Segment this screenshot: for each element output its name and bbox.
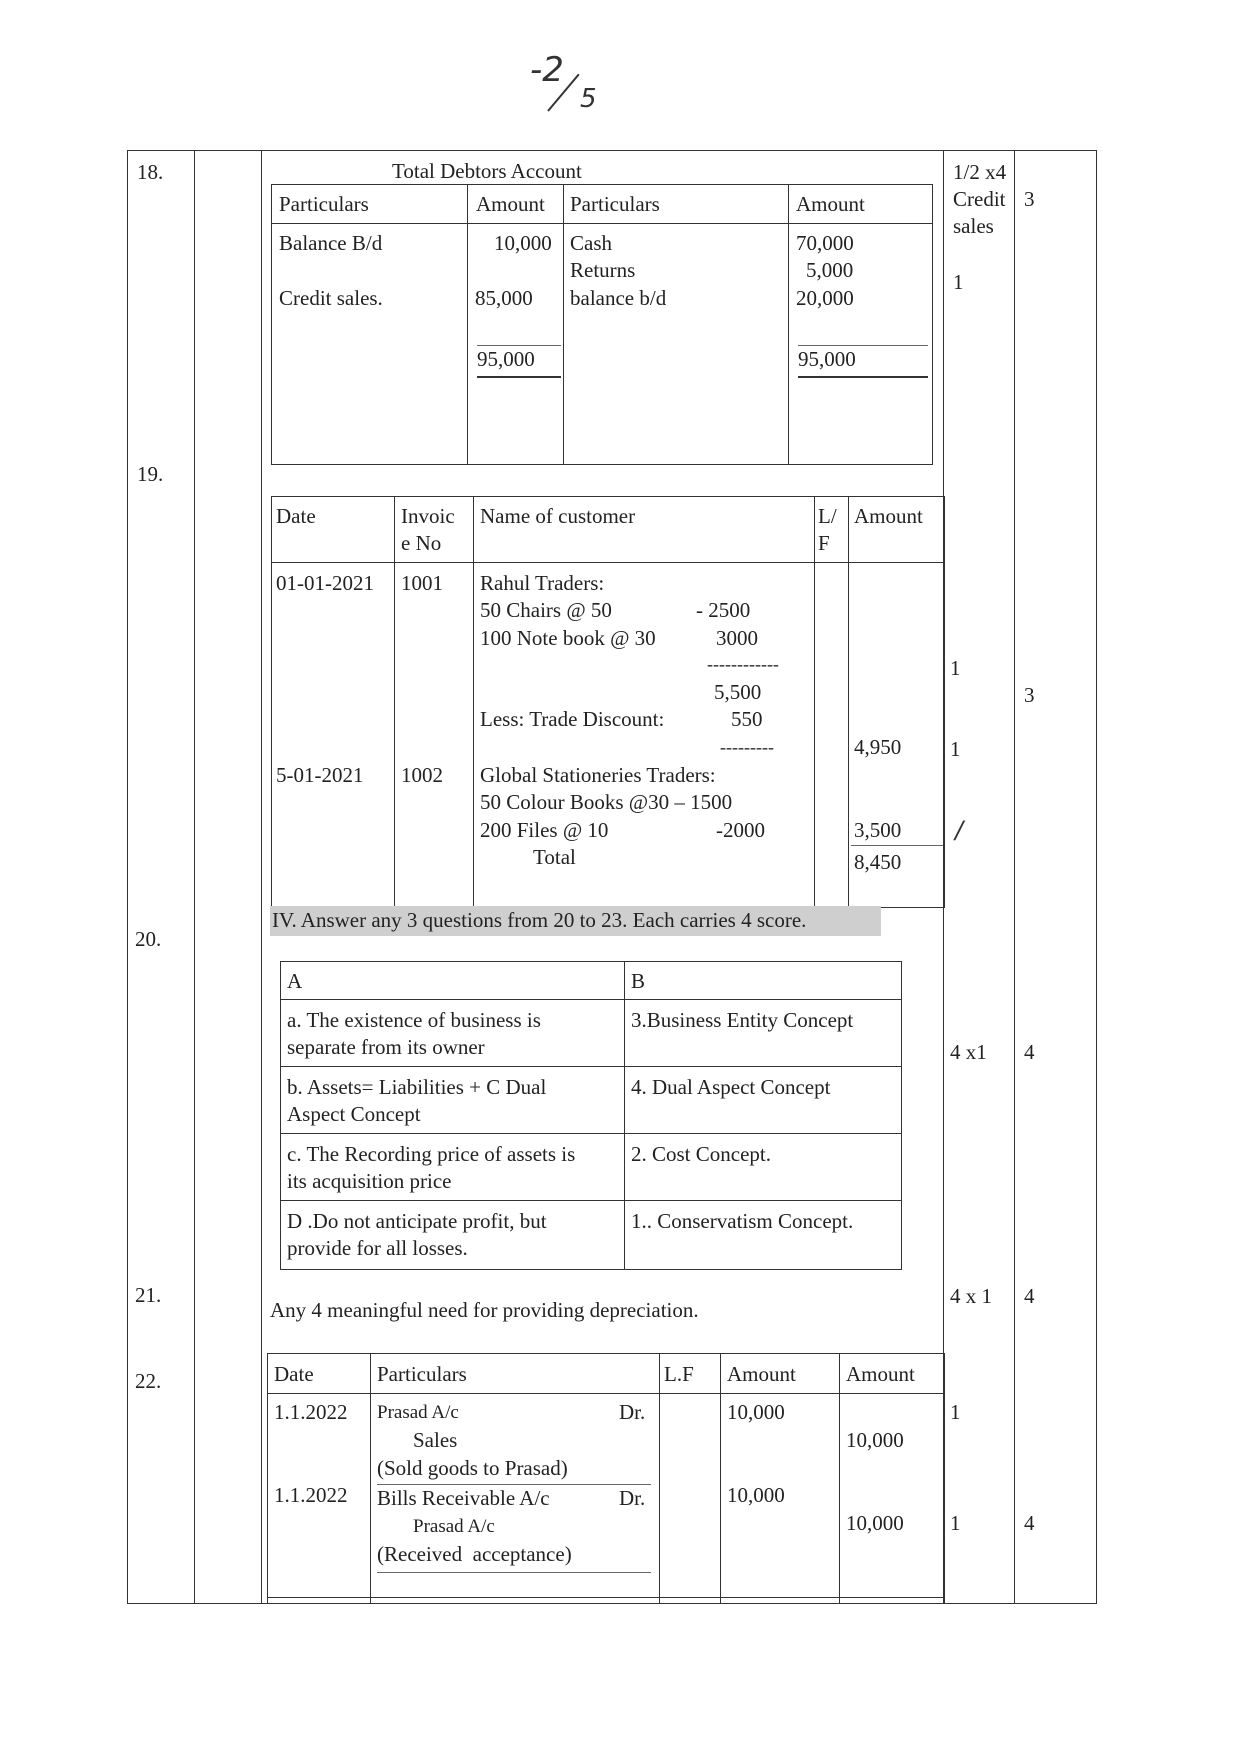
q21-total-score: 4 bbox=[1024, 1284, 1035, 1308]
q19-mark-tick: / bbox=[955, 816, 964, 844]
q19-mark: 1 bbox=[950, 737, 961, 761]
q20-mark-scheme: 4 x1 bbox=[950, 1040, 987, 1064]
journal-narration: (Received acceptance) bbox=[377, 1542, 572, 1566]
debtors-cr-total: 95,000 bbox=[798, 347, 856, 371]
question-number-19: 19. bbox=[137, 462, 164, 486]
question-number-18: 18. bbox=[137, 160, 164, 184]
journal-header-amount-cr: Amount bbox=[846, 1362, 915, 1386]
concepts-statement: Aspect Concept bbox=[287, 1102, 421, 1126]
q21-answer: Any 4 meaningful need for providing depreciation. bbox=[270, 1298, 699, 1322]
q22-mark: 1 bbox=[950, 1400, 961, 1424]
journal-col-2 bbox=[659, 1353, 660, 1603]
debtors-dr-particular: Balance B/d bbox=[279, 231, 383, 255]
sales-book-col-4 bbox=[848, 496, 849, 907]
debtors-account-table bbox=[271, 184, 933, 465]
sales-total-amount: 8,450 bbox=[854, 850, 902, 874]
concepts-header-b: B bbox=[631, 969, 646, 993]
sales-header-invoice: e No bbox=[401, 531, 442, 555]
debtors-cr-amount: 5,000 bbox=[806, 258, 854, 282]
frame-col-1 bbox=[194, 150, 195, 1603]
journal-credit-account: Sales bbox=[413, 1428, 458, 1452]
journal-col-3 bbox=[720, 1353, 721, 1603]
debtors-dr-amount: 85,000 bbox=[475, 286, 533, 310]
q20-total-score: 4 bbox=[1024, 1040, 1035, 1064]
concepts-row-line bbox=[280, 1200, 902, 1201]
concepts-row-line bbox=[280, 999, 902, 1000]
section-iv-heading: IV. Answer any 3 questions from 20 to 23. Each carries 4 score. bbox=[272, 908, 807, 932]
journal-dr-label: Dr. bbox=[619, 1400, 646, 1424]
q18-title: Total Debtors Account bbox=[392, 159, 582, 183]
debtors-col-1 bbox=[467, 184, 468, 464]
concepts-statement: its acquisition price bbox=[287, 1169, 452, 1193]
debtors-header-amount-cr: Amount bbox=[796, 192, 865, 216]
q18-total-score: 3 bbox=[1024, 187, 1035, 211]
sales-entry-customer: Rahul Traders: bbox=[480, 571, 605, 595]
debtors-dr-amount: 10,000 bbox=[494, 231, 552, 255]
journal-entry-date: 1.1.2022 bbox=[274, 1483, 348, 1507]
sales-entry-customer: Global Stationeries Traders: bbox=[480, 763, 716, 787]
sales-entry-separator: --------- bbox=[720, 737, 774, 757]
sales-total-label: Total bbox=[533, 845, 576, 869]
frame-col-2 bbox=[261, 150, 262, 1603]
sales-entry-date: 01-01-2021 bbox=[276, 571, 374, 595]
sales-book-header-line bbox=[271, 562, 945, 563]
q18-mark-one: 1 bbox=[953, 270, 964, 294]
debtors-col-2 bbox=[563, 184, 564, 464]
journal-credit-amount: 10,000 bbox=[846, 1511, 904, 1535]
concepts-answer: 1.. Conservatism Concept. bbox=[631, 1209, 854, 1233]
journal-col-4 bbox=[839, 1353, 840, 1603]
debtors-header-amount-dr: Amount bbox=[476, 192, 545, 216]
sales-entry-discount: 550 bbox=[731, 707, 763, 731]
sales-entry-item-amount: 3000 bbox=[716, 626, 758, 650]
debtors-cr-particular: balance b/d bbox=[570, 286, 667, 310]
page-marker-top: -2 bbox=[530, 50, 564, 90]
journal-credit-amount: 10,000 bbox=[846, 1428, 904, 1452]
debtors-cr-particular: Returns bbox=[570, 258, 636, 282]
sales-entry-subtotal: 5,500 bbox=[714, 680, 762, 704]
concepts-statement: separate from its owner bbox=[287, 1035, 485, 1059]
sales-entry-amount: 3,500 bbox=[854, 818, 902, 842]
concepts-statement: provide for all losses. bbox=[287, 1236, 468, 1260]
journal-dr-label: Dr. bbox=[619, 1486, 646, 1510]
q22-total-score: 4 bbox=[1024, 1511, 1035, 1535]
sales-header-customer: Name of customer bbox=[480, 504, 636, 528]
sales-entry-date: 5-01-2021 bbox=[276, 763, 364, 787]
sales-header-lf: F bbox=[818, 531, 830, 555]
q19-mark: 1 bbox=[950, 656, 961, 680]
debtors-dr-total: 95,000 bbox=[477, 347, 535, 371]
concepts-statement: b. Assets= Liabilities + C Dual bbox=[287, 1075, 547, 1099]
debtors-cr-particular: Cash bbox=[570, 231, 612, 255]
sales-entry-item-amount: - 2500 bbox=[696, 598, 751, 622]
journal-header-line bbox=[267, 1393, 945, 1394]
debtors-cr-amount: 20,000 bbox=[796, 286, 854, 310]
sales-book-table bbox=[271, 496, 945, 908]
journal-narration: (Sold goods to Prasad) bbox=[377, 1456, 568, 1480]
question-number-21: 21. bbox=[135, 1283, 162, 1307]
sales-book-col-2 bbox=[473, 496, 474, 907]
journal-entry-rule bbox=[377, 1572, 651, 1573]
sales-header-lf: L/ bbox=[818, 504, 837, 528]
concepts-header-a: A bbox=[287, 969, 303, 993]
debtors-cr-amount: 70,000 bbox=[796, 231, 854, 255]
q21-mark-scheme: 4 x 1 bbox=[950, 1284, 992, 1308]
journal-table bbox=[267, 1353, 945, 1603]
journal-debit-amount: 10,000 bbox=[727, 1400, 785, 1424]
concepts-answer: 3.Business Entity Concept bbox=[631, 1008, 854, 1032]
sales-header-date: Date bbox=[276, 504, 316, 528]
debtors-col-3 bbox=[788, 184, 789, 464]
debtors-cr-total-underline bbox=[798, 376, 928, 378]
sales-entry-invoice: 1001 bbox=[401, 571, 443, 595]
sales-entry-item: 100 Note book @ 30 bbox=[480, 626, 656, 650]
q19-total-score: 3 bbox=[1024, 683, 1035, 707]
concepts-col bbox=[624, 961, 625, 1269]
journal-debit-account: Prasad A/c bbox=[377, 1402, 459, 1423]
journal-debit-amount: 10,000 bbox=[727, 1483, 785, 1507]
journal-col-1 bbox=[370, 1353, 371, 1603]
sales-entry-item: 200 Files @ 10 bbox=[480, 818, 609, 842]
journal-credit-account: Prasad A/c bbox=[413, 1516, 495, 1537]
journal-header-particulars: Particulars bbox=[377, 1362, 467, 1386]
sales-header-amount: Amount bbox=[854, 504, 923, 528]
sales-entry-item: 50 Chairs @ 50 bbox=[480, 598, 612, 622]
concepts-statement: a. The existence of business is bbox=[287, 1008, 541, 1032]
sales-entry-separator: ------------ bbox=[707, 654, 779, 674]
sales-entry-item-amount: -2000 bbox=[716, 818, 765, 842]
sales-entry-discount-label: Less: Trade Discount: bbox=[480, 707, 665, 731]
debtors-header-particulars-cr: Particulars bbox=[570, 192, 660, 216]
journal-header-date: Date bbox=[274, 1362, 314, 1386]
question-number-22: 22. bbox=[135, 1369, 162, 1393]
debtors-dr-total-underline bbox=[477, 376, 561, 378]
sales-book-col-3 bbox=[814, 496, 815, 907]
q18-mark-credit: Credit bbox=[953, 187, 1006, 211]
concepts-answer: 2. Cost Concept. bbox=[631, 1142, 771, 1166]
q22-mark: 1 bbox=[950, 1511, 961, 1535]
sales-entry-item: 50 Colour Books @30 – 1500 bbox=[480, 790, 733, 814]
page-marker-bottom: 5 bbox=[580, 84, 597, 114]
q18-mark-scheme: 1/2 x4 bbox=[953, 160, 1007, 184]
question-number-20: 20. bbox=[135, 927, 162, 951]
sales-book-col-1 bbox=[394, 496, 395, 907]
debtors-header-line bbox=[271, 223, 933, 224]
debtors-header-particulars-dr: Particulars bbox=[279, 192, 369, 216]
sales-header-invoice: Invoic bbox=[401, 504, 455, 528]
concepts-row-line bbox=[280, 1133, 902, 1134]
journal-debit-account: Bills Receivable A/c bbox=[377, 1486, 550, 1510]
concepts-statement: c. The Recording price of assets is bbox=[287, 1142, 576, 1166]
q18-mark-sales: sales bbox=[953, 214, 994, 238]
frame-col-4 bbox=[1014, 150, 1015, 1603]
sales-total-rule bbox=[851, 845, 943, 846]
debtors-dr-particular: Credit sales. bbox=[279, 286, 383, 310]
journal-entry-date: 1.1.2022 bbox=[274, 1400, 348, 1424]
sales-entry-invoice: 1002 bbox=[401, 763, 443, 787]
concepts-answer: 4. Dual Aspect Concept bbox=[631, 1075, 831, 1099]
sales-entry-amount: 4,950 bbox=[854, 735, 902, 759]
journal-bottom-line bbox=[267, 1597, 943, 1598]
concepts-statement: D .Do not anticipate profit, but bbox=[287, 1209, 547, 1233]
concepts-row-line bbox=[280, 1066, 902, 1067]
journal-header-amount-dr: Amount bbox=[727, 1362, 796, 1386]
journal-header-lf: L.F bbox=[664, 1362, 694, 1386]
